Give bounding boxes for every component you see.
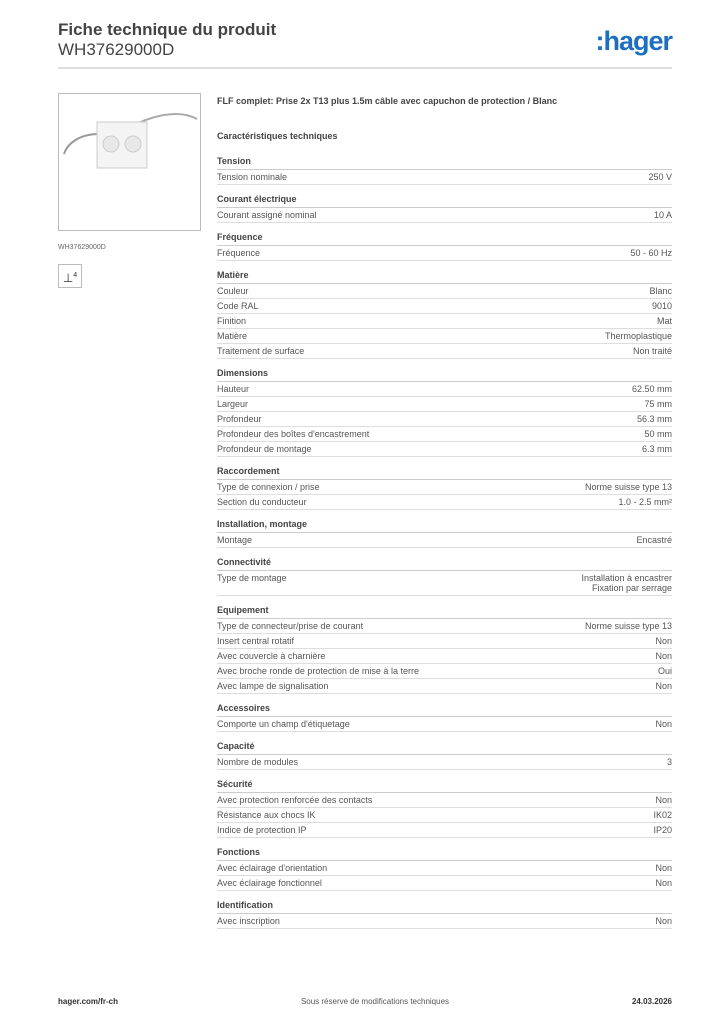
section-heading: Fonctions (217, 847, 672, 861)
footer-note: Sous réserve de modifications techniques (300, 997, 450, 1006)
spec-row (217, 808, 672, 823)
hager-logo: :hager (595, 26, 672, 56)
spec-row (217, 382, 672, 397)
spec-value: 50 - 60 Hz (630, 248, 672, 258)
section-heading: Matière (217, 270, 672, 284)
spec-row (217, 679, 672, 694)
product-image (58, 93, 201, 231)
spec-label: Avec éclairage d'orientation (217, 863, 328, 873)
spec-value: 1.0 - 2.5 mm² (618, 497, 672, 507)
spec-row (217, 246, 672, 261)
spec-value: Norme suisse type 13 (584, 482, 672, 492)
spec-label: Profondeur des boîtes d'encastrement (217, 429, 370, 439)
spec-label: Résistance aux chocs IK (217, 810, 316, 820)
spec-row (217, 755, 672, 770)
spec-value: Non (655, 719, 672, 729)
footer-date: 24.03.2026 (631, 997, 672, 1006)
spec-value: Installation à encastrer Fixation par serrage (581, 573, 672, 593)
spec-row (217, 208, 672, 223)
spec-value: 3 (666, 757, 672, 767)
spec-label: Avec lampe de signalisation (217, 681, 329, 691)
specs-heading: Caractéristiques techniques (217, 131, 338, 141)
spec-row (217, 495, 672, 510)
spec-label: Nombre de modules (217, 757, 299, 767)
spec-row (217, 533, 672, 548)
mounting-symbol-icon: ⊥$^4$ (58, 264, 82, 288)
spec-value: 6.3 mm (641, 444, 672, 454)
spec-label: Traitement de surface (217, 346, 305, 356)
spec-row (217, 170, 672, 185)
spec-row (217, 329, 672, 344)
spec-row (217, 314, 672, 329)
spec-label: Type de connecteur/prise de courant (217, 621, 364, 631)
spec-value: Non (655, 863, 672, 873)
product-description: FLF complet: Prise 2x T13 plus 1.5m câble avec capuchon de protection / Blanc (217, 96, 558, 106)
spec-row (217, 634, 672, 649)
spec-label: Avec couvercle à charnière (217, 651, 326, 661)
section-heading: Raccordement (217, 466, 672, 480)
spec-label: Indice de protection IP (217, 825, 307, 835)
spec-label: Section du conducteur (217, 497, 307, 507)
spec-label: Type de montage (217, 573, 287, 583)
spec-row (217, 397, 672, 412)
page-title: Fiche technique du produit (58, 20, 277, 39)
spec-label: Avec broche ronde de protection de mise à la terre (217, 666, 419, 676)
image-caption: WH37629000D (58, 244, 106, 251)
section-heading: Connectivité (217, 557, 672, 571)
spec-content (217, 96, 672, 938)
spec-value: Non (655, 681, 672, 691)
spec-row (217, 344, 672, 359)
spec-label: Avec inscription (217, 916, 280, 926)
spec-row (217, 861, 672, 876)
spec-section (217, 605, 672, 694)
spec-label: Matière (217, 331, 248, 341)
section-heading: Identification (217, 900, 672, 914)
spec-label: Insert central rotatif (217, 636, 295, 646)
spec-value: Non (655, 795, 672, 805)
spec-row (217, 876, 672, 891)
spec-section (217, 466, 672, 510)
spec-row (217, 427, 672, 442)
spec-section (217, 368, 672, 457)
section-heading: Installation, montage (217, 519, 672, 533)
footer-url[interactable]: hager.com/fr-ch (58, 997, 119, 1006)
spec-value: Non traité (632, 346, 672, 356)
spec-row (217, 412, 672, 427)
spec-value: 250 V (648, 172, 672, 182)
spec-row (217, 649, 672, 664)
section-heading: Tension (217, 156, 672, 170)
spec-value: Mat (656, 316, 672, 326)
spec-value: Norme suisse type 13 (584, 621, 672, 631)
spec-value: 56.3 mm (636, 414, 672, 424)
spec-section (217, 900, 672, 929)
spec-label: Couleur (217, 286, 249, 296)
section-heading: Sécurité (217, 779, 672, 793)
section-heading: Courant électrique (217, 194, 672, 208)
spec-value: IK02 (653, 810, 672, 820)
spec-value: 50 mm (644, 429, 672, 439)
spec-label: Montage (217, 535, 253, 545)
spec-label: Profondeur de montage (217, 444, 312, 454)
spec-label: Tension nominale (217, 172, 288, 182)
symbol-count: 4 (73, 272, 78, 279)
spec-label: Code RAL (217, 301, 259, 311)
spec-row (217, 442, 672, 457)
spec-section (217, 779, 672, 838)
spec-section (217, 847, 672, 891)
section-heading: Fréquence (217, 232, 672, 246)
spec-section (217, 270, 672, 359)
divider (58, 67, 672, 69)
product-code: WH37629000D (58, 40, 175, 59)
spec-row (217, 823, 672, 838)
spec-row (217, 793, 672, 808)
spec-row (217, 284, 672, 299)
section-heading: Accessoires (217, 703, 672, 717)
spec-value: Non (655, 878, 672, 888)
spec-value: 10 A (653, 210, 672, 220)
spec-value: Blanc (649, 286, 672, 296)
spec-value: Non (655, 636, 672, 646)
spec-label: Courant assigné nominal (217, 210, 317, 220)
spec-value: Thermoplastique (604, 331, 672, 341)
spec-label: Comporte un champ d'étiquetage (217, 719, 350, 729)
spec-value: 75 mm (644, 399, 672, 409)
spec-label: Hauteur (217, 384, 250, 394)
spec-row (217, 480, 672, 495)
spec-label: Avec protection renforcée des contacts (217, 795, 373, 805)
spec-label: Type de connexion / prise (217, 482, 320, 492)
spec-label: Avec éclairage fonctionnel (217, 878, 322, 888)
spec-row (217, 914, 672, 929)
spec-section (217, 232, 672, 261)
spec-value: IP20 (653, 825, 672, 835)
spec-row (217, 717, 672, 732)
spec-row (217, 299, 672, 314)
spec-label: Finition (217, 316, 247, 326)
spec-label: Largeur (217, 399, 249, 409)
spec-section (217, 703, 672, 732)
section-heading: Capacité (217, 741, 672, 755)
spec-label: Profondeur (217, 414, 262, 424)
spec-section (217, 156, 672, 185)
spec-label: Fréquence (217, 248, 261, 258)
section-heading: Equipement (217, 605, 672, 619)
spec-value: Oui (657, 666, 672, 676)
spec-section (217, 557, 672, 596)
spec-row (217, 571, 672, 596)
spec-value: Non (655, 651, 672, 661)
spec-value: Non (655, 916, 672, 926)
spec-section (217, 194, 672, 223)
spec-value: 62.50 mm (631, 384, 672, 394)
section-heading: Dimensions (217, 368, 672, 382)
spec-value: Encastré (636, 535, 672, 545)
spec-value: 9010 (651, 301, 672, 311)
spec-row (217, 664, 672, 679)
spec-row (217, 619, 672, 634)
footer (58, 997, 672, 1006)
spec-section (217, 519, 672, 548)
spec-section (217, 741, 672, 770)
